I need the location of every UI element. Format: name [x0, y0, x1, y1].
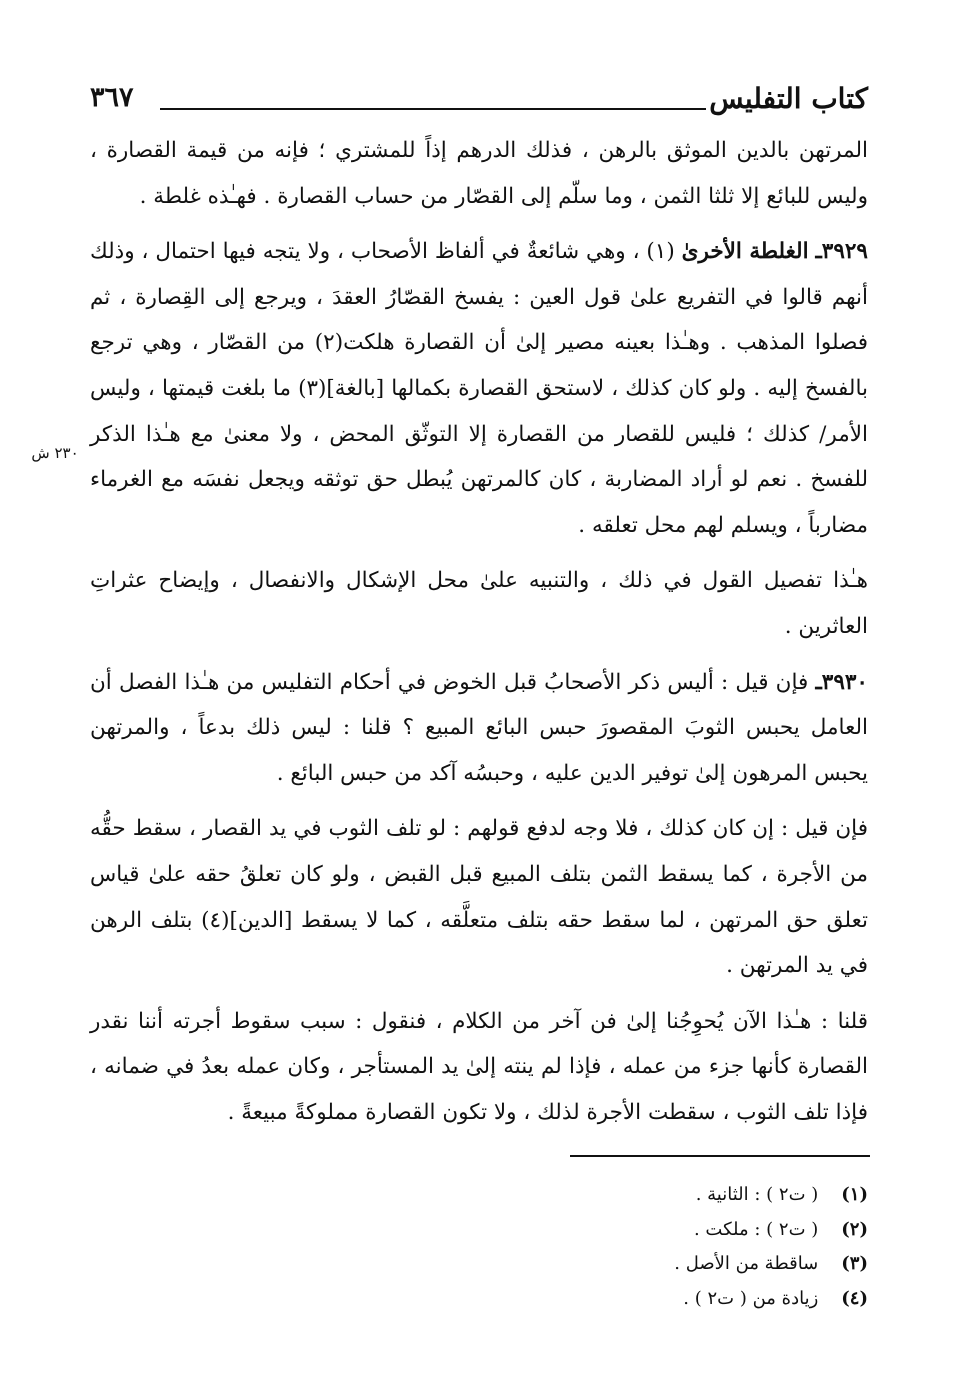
footnote-number: (١)	[841, 1184, 868, 1205]
paragraph-number: ٣٩٣٠ـ	[815, 669, 868, 695]
header-rule	[160, 108, 706, 110]
footnote-number: (٢)	[841, 1218, 868, 1240]
paragraph	[90, 128, 868, 219]
paragraph	[90, 558, 868, 649]
footnote-number: (٣)	[841, 1253, 868, 1274]
paragraph	[90, 806, 868, 988]
margin-folio-note: ٢٣٠ ش	[31, 444, 79, 462]
paragraph-text: (١) ، وهي شائعةٌ في ألفاظ الأصحاب ، ولا يتجه فيها احتمال ، وذلك أنهم قالوا في التفريع علىٰ قول العين : يفسخ القصّارُ العقدَ ، ويرجع إلى القِصارة ، ثم فصلوا المذهب . وهـٰذا بعينه مصير إلىٰ أن القصارة هلكت(٢) من القصّار ، وهي ترجع بالفسخ إليه . ولو كان كذلك ، لاستحق القصارة بكمالها [بالغة](٣) ما بلغت قيمتها ، وليس الأمر/ كذلك ؛ فليس للقصار من القصارة إلا التوثّق المحض ، ولا معنىٰ مع هـٰذا الذكر للفسخ . نعم لو أراد المضاربة ، كان كالمرتهن يُبطل حق توثقه ويجعل نفسَه مع الغرماء مضارباً ، ويسلم لهم محل تعلقه .	[90, 239, 868, 538]
paragraph	[90, 660, 868, 797]
paragraph-number: ٣٩٢٩ـ	[815, 239, 868, 265]
footnote-number: (٤)	[841, 1287, 868, 1309]
paragraph-text: فإن قيل : أليس ذكر الأصحابُ قبل الخوض في أحكام التفليس من هـٰذا الفصل أن العامل يحبس الثوبَ المقصورَ حبس البائع المبيع ؟ قلنا : ليس ذلك بدعاً ، والمرتهن يحبس المرهون إلىٰ توفير الدين عليه ، وحبسُه آكد من حبس البائع .	[90, 669, 868, 786]
running-header	[90, 80, 868, 120]
footnote-text: زيادة من ( ت٢ ) .	[683, 1287, 819, 1309]
paragraph	[90, 999, 868, 1136]
page-number: ٣٦٧	[90, 82, 134, 113]
footnote-separator	[570, 1155, 870, 1157]
footnote	[368, 1213, 868, 1248]
main-text	[90, 128, 868, 1145]
footnote-text: ساقطة من الأصل .	[674, 1253, 819, 1274]
footnote	[368, 1282, 868, 1317]
footnote-text: ( ت٢ ) : ملكت .	[693, 1218, 819, 1240]
paragraph	[90, 229, 868, 548]
book-title: كتاب التفليس	[709, 82, 868, 115]
paragraph-lead: الغلطة الأخرىٰ	[681, 239, 809, 265]
paragraph-text: المرتهن بالدين الموثق بالرهن ، فذلك الدرهم إذاً للمشتري ؛ فإنه من قيمة القصارة ، وليس للبائع إلا ثلثا الثمن ، وما سلّم إلى القصّار من حساب القصارة . فهـٰذه غلطة .	[90, 138, 868, 209]
paragraph-text: قلنا : هـٰذا الآن يُحوِجُنا إلىٰ فن آخر من الكلام ، فنقول : سبب سقوط أجرته أننا نقدر القصارة كأنها جزء من عمله ، فإذا لم ينته إلىٰ يد المستأجر ، وكان عمله بعدُ في ضمانه ، فإذا تلف الثوب ، سقطت الأجرة لذلك ، ولا تكون القصارة مملوكةً مبيعةً .	[90, 1008, 868, 1125]
paragraph-text: هـٰذا تفصيل القول في ذلك ، والتنبيه علىٰ محل الإشكال والانفصال ، وإيضاح عثراتِ العاثرين .	[90, 568, 868, 639]
paragraph-text: فإن قيل : إن كان كذلك ، فلا وجه لدفع قولهم : لو تلف الثوب في يد القصار ، سقط حقُّه من الأجرة ، كما يسقط الثمن بتلف المبيع قبل القبض ، ولو كان تعلقُ حقه علىٰ قياس تعلق حق المرتهن ، لما سقط حقه بتلف متعلَّقه ، كما لا يسقط [الدين](٤) بتلف الرهن في يد المرتهن .	[90, 816, 868, 979]
footnote-text: ( ت٢ ) : الثانية .	[695, 1184, 819, 1205]
footnotes	[368, 1178, 868, 1316]
footnote	[368, 1178, 868, 1213]
footnote	[368, 1247, 868, 1282]
